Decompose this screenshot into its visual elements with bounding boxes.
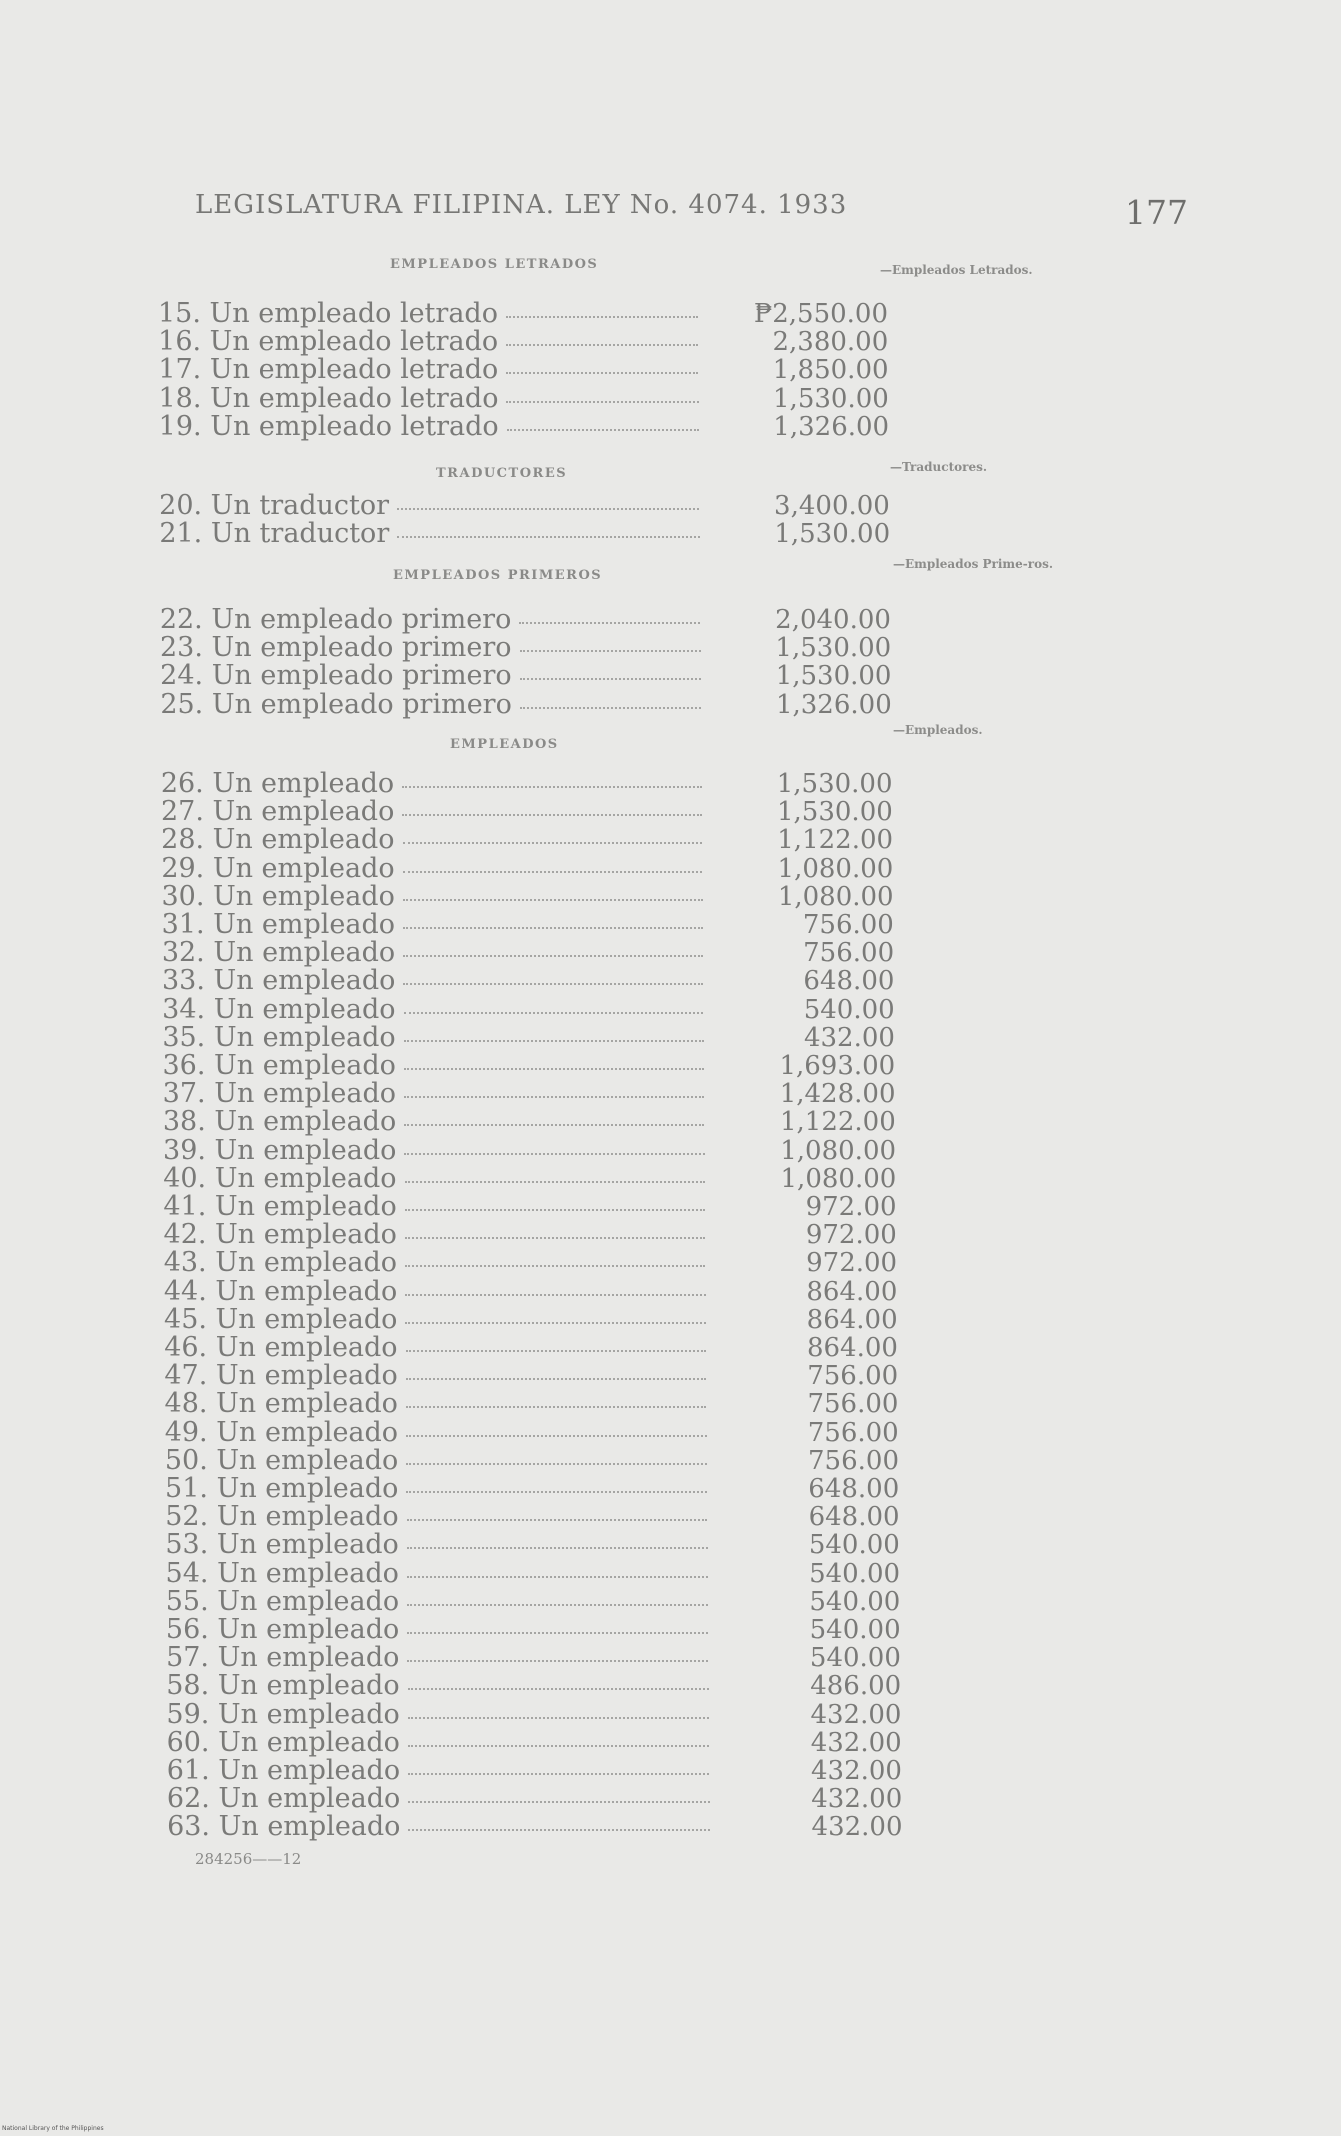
row-label: 45. Un empleado	[164, 1303, 398, 1335]
table-row	[164, 1362, 724, 1390]
amount: 1,530.00	[775, 633, 892, 664]
leader-dots	[406, 1491, 707, 1493]
leader-dots	[407, 1576, 708, 1578]
leader-dots	[405, 1322, 705, 1324]
amount: 432.00	[810, 1699, 902, 1730]
leader-dots	[404, 1040, 704, 1042]
row-label: 61. Un empleado	[166, 1755, 401, 1786]
amount: 756.00	[807, 1389, 899, 1420]
table-row	[165, 1531, 725, 1559]
row-label: 42. Un empleado	[163, 1219, 397, 1251]
table-row	[160, 606, 720, 634]
table-row	[163, 1275, 724, 1307]
print-signature: 284256——12	[195, 1850, 302, 1868]
leader-dots	[404, 1068, 704, 1070]
amount: 432.00	[811, 1812, 903, 1843]
row-label: 15. Un empleado letrado	[158, 298, 498, 329]
row-label: 62. Un empleado	[166, 1783, 401, 1815]
leader-dots	[507, 429, 699, 431]
section-heading: EMPLEADOS	[450, 737, 559, 752]
leader-dots	[403, 871, 703, 873]
row-label: 51. Un empleado	[165, 1473, 399, 1504]
amount: 864.00	[806, 1304, 898, 1335]
row-label: 39. Un empleado	[163, 1134, 397, 1166]
row-label: 37. Un empleado	[162, 1078, 397, 1110]
row-label: 60. Un empleado	[166, 1726, 400, 1758]
table-row	[160, 662, 720, 690]
table-row	[165, 1475, 725, 1503]
leader-dots	[404, 1124, 704, 1126]
leader-dots	[403, 842, 703, 844]
table-row	[161, 770, 721, 798]
table-row	[162, 967, 722, 995]
leader-dots	[506, 372, 698, 374]
row-label: 55. Un empleado	[165, 1585, 400, 1617]
table-row	[167, 1785, 727, 1813]
leader-dots	[404, 1153, 704, 1155]
table-row	[164, 1221, 724, 1249]
amount: 2,380.00	[772, 327, 889, 358]
leader-dots	[405, 1209, 705, 1211]
row-label: 59. Un empleado	[166, 1698, 400, 1730]
table-row	[162, 1021, 722, 1053]
amount: 1,530.00	[773, 383, 889, 414]
table-row	[165, 1390, 725, 1418]
table-row	[162, 911, 722, 939]
row-label: 36. Un empleado	[162, 1050, 396, 1081]
leader-dots	[403, 899, 703, 901]
leader-dots	[408, 1745, 709, 1747]
table-row	[161, 852, 721, 884]
leader-dots	[406, 1350, 706, 1352]
row-label: 30. Un empleado	[161, 880, 395, 912]
table-row	[161, 826, 721, 854]
row-label: 34. Un empleado	[162, 993, 396, 1025]
leader-dots	[506, 316, 698, 318]
amount: 756.00	[807, 1417, 899, 1448]
page-number: 177	[1125, 193, 1188, 232]
row-label: 44. Un empleado	[163, 1275, 398, 1307]
amount: 1,080.00	[780, 1163, 897, 1194]
leader-dots	[506, 401, 698, 403]
leader-dots	[405, 1294, 705, 1296]
row-label: 52. Un empleado	[165, 1501, 399, 1533]
table-row	[166, 1726, 727, 1758]
margin-note: —Empleados.	[893, 723, 983, 737]
leader-dots	[408, 1801, 709, 1803]
leader-dots	[407, 1604, 708, 1606]
amount: 1,080.00	[780, 1135, 897, 1166]
amount: 2,040.00	[775, 605, 891, 635]
row-label: 24. Un empleado primero	[160, 660, 512, 692]
section-heading: EMPLEADOS LETRADOS	[390, 257, 599, 272]
table-row	[158, 356, 718, 384]
table-row	[159, 520, 719, 548]
amount: 864.00	[806, 1333, 898, 1363]
row-label: 20. Un traductor	[159, 490, 390, 521]
leader-dots	[519, 622, 700, 624]
table-row	[163, 1052, 723, 1080]
amount: 1,850.00	[772, 355, 889, 386]
table-row	[165, 1557, 726, 1589]
leader-dots	[520, 650, 701, 652]
table-row	[160, 634, 720, 662]
leader-dots	[403, 955, 703, 957]
amount: 540.00	[809, 1643, 901, 1674]
leader-dots	[406, 1378, 707, 1380]
row-label: 16. Un empleado letrado	[158, 326, 499, 358]
leader-dots	[406, 1435, 707, 1437]
margin-note: —Empleados Letrados.	[880, 263, 1033, 277]
leader-dots	[403, 983, 703, 985]
leader-dots	[403, 927, 703, 929]
margin-note: —Empleados Prime-ros.	[893, 557, 1054, 571]
amount: 432.00	[810, 1727, 902, 1758]
leader-dots	[408, 1688, 709, 1690]
leader-dots	[405, 1265, 705, 1267]
amount: 1,122.00	[777, 825, 894, 856]
row-label: 49. Un empleado	[164, 1416, 399, 1448]
amount: 1,530.00	[777, 797, 893, 828]
leader-dots	[406, 1406, 707, 1408]
row-label: 18. Un empleado letrado	[158, 382, 499, 414]
row-label: 57. Un empleado	[166, 1642, 400, 1674]
row-label: 38. Un empleado	[162, 1106, 397, 1138]
amount: 3,400.00	[774, 491, 890, 521]
table-row	[163, 1134, 723, 1166]
row-label: 50. Un empleado	[164, 1444, 399, 1476]
leader-dots	[402, 786, 701, 788]
amount: 972.00	[806, 1248, 898, 1279]
table-row	[163, 1080, 723, 1108]
leader-dots	[520, 707, 701, 709]
leader-dots	[406, 1463, 707, 1465]
table-row	[160, 688, 720, 720]
amount: 486.00	[810, 1671, 902, 1702]
row-label: 47. Un empleado	[164, 1360, 398, 1392]
table-row	[166, 1644, 726, 1672]
leader-dots	[405, 1237, 705, 1239]
amount: 648.00	[808, 1474, 900, 1504]
leader-dots	[405, 1181, 705, 1183]
margin-note: —Traductores.	[890, 460, 988, 474]
leader-dots	[407, 1660, 708, 1662]
row-label: 58. Un empleado	[166, 1670, 400, 1702]
table-row	[162, 939, 722, 967]
amount: 1,530.00	[775, 661, 892, 692]
amount: 1,080.00	[777, 853, 894, 884]
table-row	[163, 1108, 723, 1136]
amount: 1,530.00	[774, 519, 891, 550]
amount: 540.00	[808, 1530, 900, 1561]
section-heading: EMPLEADOS PRIMEROS	[393, 568, 603, 583]
table-row	[162, 993, 722, 1025]
table-row	[165, 1585, 726, 1617]
amount: 540.00	[809, 1558, 901, 1589]
row-label: 25. Un empleado primero	[160, 688, 512, 720]
row-label: 26. Un empleado	[160, 768, 395, 799]
amount: 756.00	[807, 1361, 899, 1392]
amount: 648.00	[808, 1502, 900, 1533]
amount: 432.00	[811, 1784, 903, 1815]
leader-dots	[407, 1547, 708, 1549]
row-label: 48. Un empleado	[164, 1388, 398, 1420]
amount: ₱2,550.00	[753, 299, 888, 329]
table-row	[164, 1303, 724, 1335]
row-label: 54. Un empleado	[165, 1557, 399, 1589]
leader-dots	[506, 344, 698, 346]
amount: 864.00	[806, 1276, 898, 1307]
table-row	[163, 1193, 723, 1221]
running-header: LEGISLATURA FILIPINA. LEY No. 4074. 1933	[195, 190, 848, 220]
row-label: 31. Un empleado	[161, 909, 396, 940]
row-label: 53. Un empleado	[165, 1529, 399, 1561]
amount: 1,428.00	[779, 1079, 896, 1110]
row-label: 63. Un empleado	[167, 1811, 401, 1843]
table-row	[159, 492, 719, 520]
scan-attribution: National Library of the Philippines	[2, 2125, 104, 2132]
row-label: 32. Un empleado	[161, 937, 396, 969]
leader-dots	[407, 1632, 708, 1634]
row-label: 22. Un empleado primero	[159, 604, 512, 635]
leader-dots	[404, 1012, 704, 1014]
section-heading: TRADUCTORES	[436, 466, 568, 481]
leader-dots	[402, 814, 702, 816]
row-label: 33. Un empleado	[162, 965, 396, 997]
amount: 972.00	[805, 1220, 897, 1251]
table-row	[166, 1698, 726, 1730]
amount: 1,326.00	[775, 689, 892, 720]
leader-dots	[408, 1773, 709, 1775]
amount: 756.00	[808, 1445, 899, 1476]
amount: 1,693.00	[779, 1051, 896, 1081]
table-row	[158, 382, 719, 414]
table-row	[158, 328, 718, 356]
leader-dots	[408, 1829, 709, 1831]
table-row	[165, 1503, 725, 1531]
amount: 1,122.00	[779, 1107, 896, 1138]
leader-dots	[520, 678, 701, 680]
row-label: 43. Un empleado	[163, 1247, 398, 1279]
row-label: 28. Un empleado	[161, 824, 395, 856]
table-row	[166, 1616, 726, 1644]
row-label: 41. Un empleado	[163, 1191, 397, 1222]
table-row	[158, 300, 718, 328]
row-label: 21. Un traductor	[159, 518, 390, 550]
table-row	[164, 1416, 725, 1448]
table-row	[164, 1444, 725, 1476]
table-row	[163, 1162, 723, 1194]
leader-dots	[408, 1717, 709, 1719]
amount: 432.00	[803, 1022, 895, 1053]
leader-dots	[407, 1519, 708, 1521]
amount: 1,080.00	[777, 881, 894, 912]
amount: 756.00	[802, 910, 894, 940]
amount: 1,530.00	[776, 769, 893, 799]
amount: 648.00	[803, 966, 895, 997]
amount: 540.00	[809, 1615, 901, 1645]
amount: 756.00	[803, 938, 895, 969]
amount: 540.00	[809, 1586, 901, 1617]
row-label: 40. Un empleado	[163, 1162, 397, 1194]
table-row	[161, 798, 721, 826]
row-label: 35. Un empleado	[162, 1021, 396, 1053]
row-label: 17. Un empleado letrado	[158, 354, 499, 386]
amount: 540.00	[803, 994, 895, 1025]
row-label: 27. Un empleado	[160, 796, 395, 828]
table-row	[161, 880, 721, 912]
amount: 1,326.00	[773, 411, 890, 442]
row-label: 19. Un empleado letrado	[158, 410, 499, 442]
row-label: 23. Un empleado primero	[160, 632, 512, 664]
leader-dots	[404, 1096, 704, 1098]
table-row	[167, 1757, 727, 1785]
leader-dots	[397, 536, 699, 538]
table-row	[158, 410, 719, 442]
row-label: 56. Un empleado	[165, 1614, 400, 1645]
row-label: 46. Un empleado	[164, 1332, 398, 1363]
table-row	[164, 1249, 724, 1277]
table-row	[166, 1672, 726, 1700]
table-row	[167, 1813, 727, 1841]
amount: 972.00	[805, 1192, 897, 1222]
leader-dots	[397, 508, 699, 510]
table-row	[164, 1334, 724, 1362]
amount: 432.00	[811, 1756, 902, 1786]
row-label: 29. Un empleado	[161, 852, 395, 884]
